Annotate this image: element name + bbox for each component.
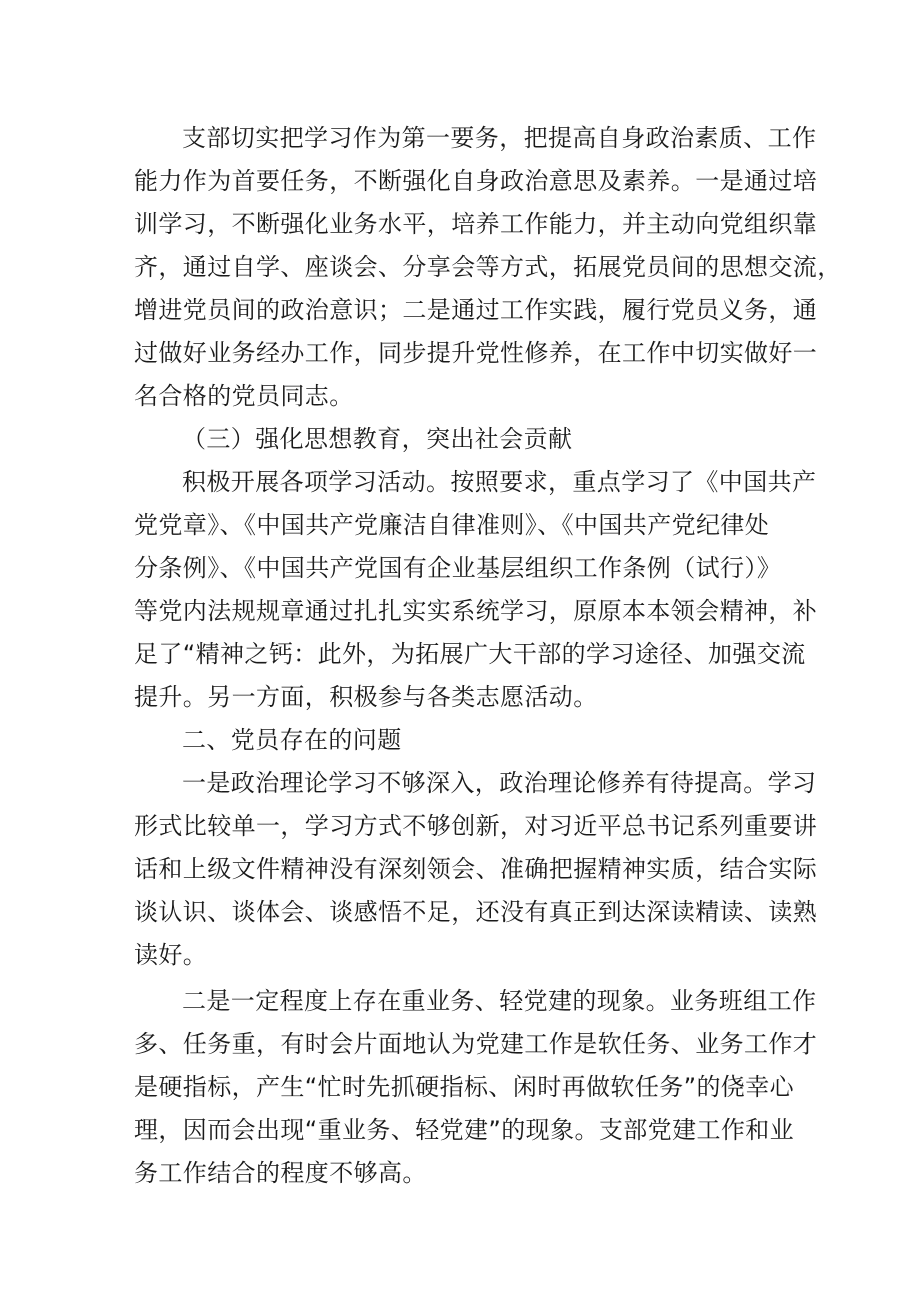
text-line: 支部切实把学习作为第一要务，把提高自身政治素质、工作 [182,124,817,152]
section-heading: （三）强化思想教育，突出社会贡献 [182,425,573,453]
section-heading: 二、党员存在的问题 [182,726,402,754]
text-line: 齐，通过自学、座谈会、分享会等方式，拓展党员间的思想交流， [134,253,842,281]
text-line: 分条例》、《中国共产党国有企业基层组织工作条例（试行）》 [134,554,782,582]
text-line: 提升。另一方面，积极参与各类志愿活动。 [134,683,598,711]
text-line: 是硬指标，产生“忙时先抓硬指标、闲时再做软任务”的侥幸心 [134,1073,795,1101]
text-line: 名合格的党员同志。 [134,382,354,410]
text-line: 过做好业务经办工作，同步提升党性修养，在工作中切实做好一 [134,339,818,367]
text-line: 足了“精神之钙：此外，为拓展广大干部的学习途径、加强交流 [134,640,806,668]
text-line: 能力作为首要任务，不断强化自身政治意思及素养。一是通过培 [134,167,818,195]
text-line: 积极开展各项学习活动。按照要求，重点学习了《中国共产 [182,468,817,496]
text-line: 话和上级文件精神没有深刻领会、准确把握精神实质，结合实际 [134,855,818,883]
text-line: 增进党员间的政治意识；二是通过工作实践，履行党员义务，通 [134,296,818,324]
text-line: 形式比较单一，学习方式不够创新，对习近平总书记系列重要讲 [134,812,818,840]
text-line: 务工作结合的程度不够高。 [134,1159,427,1187]
text-line: 理，因而会出现“重业务、轻党建”的现象。支部党建工作和业 [134,1116,795,1144]
text-line: 党党章》、《中国共产党廉洁自律准则》、《中国共产党纪律处 [134,511,770,539]
text-line: 读好。 [134,941,208,969]
text-line: 等党内法规规章通过扎扎实实系统学习，原原本本领会精神，补 [134,597,818,625]
text-line: 二是一定程度上存在重业务、轻党建的现象。业务班组工作 [182,987,817,1015]
text-line: 谈认识、谈体会、谈感悟不足，还没有真正到达深读精读、读熟 [134,898,818,926]
text-line: 训学习，不断强化业务水平，培养工作能力，并主动向党组织靠 [134,210,818,238]
text-line: 一是政治理论学习不够深入，政治理论修养有待提高。学习 [182,769,817,797]
text-line: 多、任务重，有时会片面地认为党建工作是软任务、业务工作才 [134,1030,818,1058]
